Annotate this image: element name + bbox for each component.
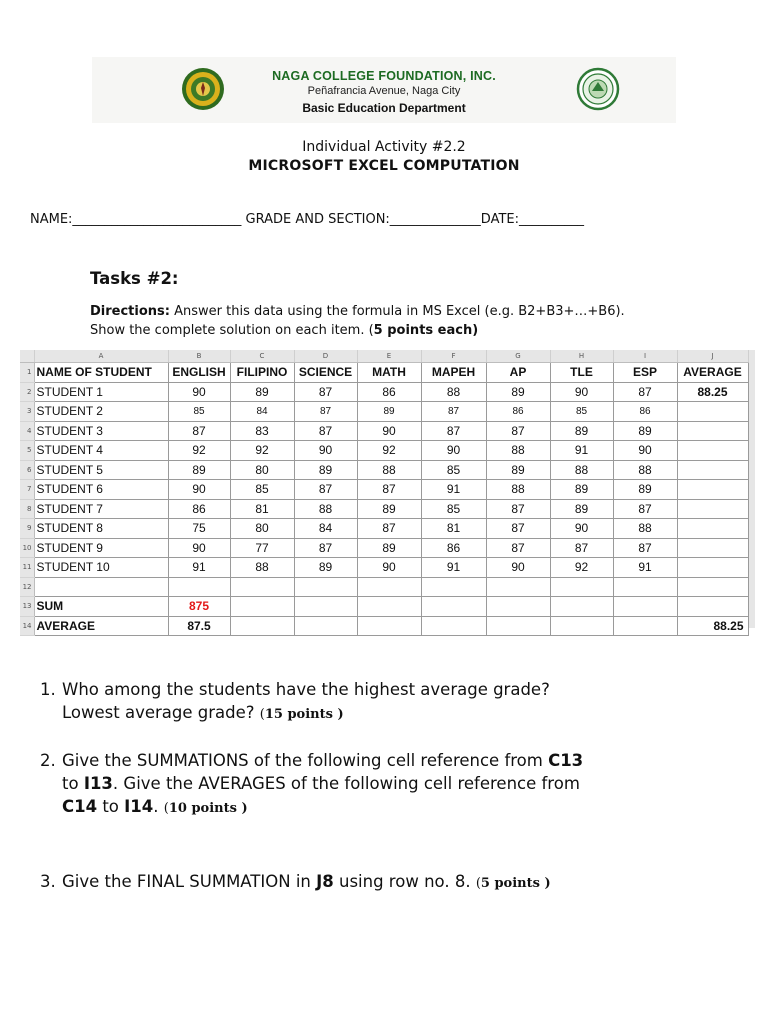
directions-close: ) (472, 323, 479, 338)
column-letter[interactable]: B (168, 350, 230, 363)
grade-cell[interactable]: 89 (357, 499, 421, 519)
sum-label-cell[interactable]: SUM (34, 597, 168, 617)
grade-cell[interactable]: 87 (294, 382, 357, 402)
grade-cell[interactable] (677, 480, 748, 500)
grade-cell[interactable]: 80 (230, 519, 294, 539)
grade-cell[interactable]: 91 (613, 558, 677, 578)
grade-cell[interactable]: 80 (230, 460, 294, 480)
empty-cell[interactable] (613, 616, 677, 636)
grade-cell[interactable]: 91 (421, 480, 486, 500)
grades-table (20, 350, 749, 636)
grade-cell[interactable]: 87 (550, 538, 613, 558)
student-info-line[interactable]: NAME:__________________________ GRADE AND SECTION:______________DATE:__________ (30, 212, 585, 227)
grade-cell[interactable]: 89 (294, 460, 357, 480)
grade-cell[interactable]: 85 (550, 402, 613, 422)
grade-cell[interactable]: 90 (294, 441, 357, 461)
question-number: 1. (40, 680, 56, 699)
grade-cell[interactable]: 87 (294, 480, 357, 500)
grade-cell[interactable]: 89 (550, 499, 613, 519)
table-row (20, 538, 748, 558)
row-number[interactable]: 12 (20, 577, 34, 597)
column-letter[interactable]: D (294, 350, 357, 363)
grade-cell[interactable]: 84 (294, 519, 357, 539)
school-name: NAGA COLLEGE FOUNDATION, INC. (272, 69, 496, 83)
question-1 (40, 678, 740, 726)
grade-cell[interactable]: 92 (168, 441, 230, 461)
empty-cell[interactable] (230, 616, 294, 636)
row-number[interactable]: 6 (20, 460, 34, 480)
column-letter[interactable]: F (421, 350, 486, 363)
empty-cell[interactable] (550, 597, 613, 617)
empty-cell[interactable] (294, 577, 357, 597)
grade-cell[interactable]: 91 (421, 558, 486, 578)
grade-cell[interactable]: 87 (357, 480, 421, 500)
grade-cell[interactable] (677, 441, 748, 461)
cell-reference: C14 (62, 797, 98, 816)
grade-cell[interactable] (677, 402, 748, 422)
grade-cell[interactable]: 87 (486, 421, 550, 441)
grade-cell[interactable]: 91 (168, 558, 230, 578)
student-name-cell[interactable]: STUDENT 4 (34, 441, 168, 461)
row-number[interactable]: 2 (20, 382, 34, 402)
grade-cell[interactable]: 90 (550, 519, 613, 539)
grade-cell[interactable]: 88 (230, 558, 294, 578)
row-number[interactable]: 11 (20, 558, 34, 578)
row-number[interactable]: 10 (20, 538, 34, 558)
grade-cell[interactable]: 75 (168, 519, 230, 539)
grade-cell[interactable]: 87 (421, 421, 486, 441)
grade-cell[interactable] (677, 460, 748, 480)
grade-cell[interactable]: 85 (421, 460, 486, 480)
grade-cell[interactable]: 86 (421, 538, 486, 558)
grade-cell[interactable]: 87 (421, 402, 486, 422)
column-letter[interactable]: J (677, 350, 748, 363)
empty-cell[interactable] (486, 616, 550, 636)
column-letter[interactable]: E (357, 350, 421, 363)
activity-title: Individual Activity #2.2 (302, 139, 466, 155)
grade-cell[interactable]: 87 (294, 421, 357, 441)
grade-cell[interactable]: 89 (357, 538, 421, 558)
grade-cell[interactable]: 77 (230, 538, 294, 558)
student-name-cell[interactable]: STUDENT 5 (34, 460, 168, 480)
grade-cell[interactable]: 89 (486, 460, 550, 480)
table-row (20, 499, 748, 519)
select-all-corner[interactable] (20, 350, 34, 363)
grade-cell[interactable]: 88 (357, 460, 421, 480)
empty-cell[interactable] (421, 616, 486, 636)
grade-cell[interactable]: 89 (613, 480, 677, 500)
empty-cell[interactable] (230, 597, 294, 617)
directions-line2: Show the complete solution on each item. ( (90, 323, 374, 338)
directions-points: 5 points each (373, 323, 473, 338)
cell-reference: J8 (316, 872, 334, 891)
column-letter[interactable]: A (34, 350, 168, 363)
row-number[interactable]: 13 (20, 597, 34, 617)
question-number: 3. (40, 872, 56, 891)
table-row (20, 402, 748, 422)
grade-cell[interactable]: 90 (550, 382, 613, 402)
row-number[interactable]: 1 (20, 363, 34, 383)
column-header-cell[interactable]: ESP (613, 363, 677, 383)
row-number[interactable]: 4 (20, 421, 34, 441)
grade-cell[interactable]: 87 (613, 538, 677, 558)
grade-cell[interactable]: 88 (486, 480, 550, 500)
directions-text: Answer this data using the formula in MS Excel (e.g. B2+B3+…+B6). (169, 304, 625, 319)
student-name-cell[interactable]: STUDENT 10 (34, 558, 168, 578)
table-row (20, 597, 748, 617)
grade-cell[interactable]: 88.25 (677, 382, 748, 402)
empty-cell[interactable] (677, 597, 748, 617)
column-header-cell[interactable]: ENGLISH (168, 363, 230, 383)
grade-cell[interactable]: 86 (486, 402, 550, 422)
student-name-cell[interactable]: STUDENT 3 (34, 421, 168, 441)
grade-cell[interactable] (677, 519, 748, 539)
grade-cell[interactable]: 88 (550, 460, 613, 480)
row-number[interactable]: 9 (20, 519, 34, 539)
student-name-cell[interactable]: STUDENT 6 (34, 480, 168, 500)
empty-cell[interactable] (34, 577, 168, 597)
row-number[interactable]: 14 (20, 616, 34, 636)
row-number[interactable]: 8 (20, 499, 34, 519)
question-2 (40, 749, 740, 820)
table-row (20, 382, 748, 402)
grade-cell[interactable]: 90 (486, 558, 550, 578)
table-row (20, 519, 748, 539)
grade-cell[interactable]: 85 (168, 402, 230, 422)
table-row (20, 558, 748, 578)
grade-cell[interactable]: 87 (168, 421, 230, 441)
row-number[interactable]: 7 (20, 480, 34, 500)
grade-cell[interactable] (677, 538, 748, 558)
grade-cell[interactable]: 91 (550, 441, 613, 461)
question-text: to (62, 774, 84, 793)
grade-cell[interactable]: 89 (230, 382, 294, 402)
grade-cell[interactable]: 89 (613, 421, 677, 441)
empty-cell[interactable] (550, 616, 613, 636)
excel-spreadsheet (20, 350, 755, 633)
student-name-cell[interactable]: STUDENT 2 (34, 402, 168, 422)
grade-cell[interactable]: 90 (168, 480, 230, 500)
table-row (20, 421, 748, 441)
sum-value-cell[interactable]: 875 (168, 597, 230, 617)
column-header-cell[interactable]: SCIENCE (294, 363, 357, 383)
grade-cell[interactable]: 88 (294, 499, 357, 519)
question-text: Lowest average grade? (62, 703, 260, 722)
grade-cell[interactable]: 88 (613, 519, 677, 539)
grade-cell[interactable] (677, 421, 748, 441)
grade-cell[interactable]: 90 (421, 441, 486, 461)
empty-cell[interactable] (421, 577, 486, 597)
column-header-cell[interactable]: NAME OF STUDENT (34, 363, 168, 383)
empty-cell[interactable] (421, 597, 486, 617)
table-row (20, 480, 748, 500)
grade-cell[interactable]: 92 (550, 558, 613, 578)
department-seal-icon (576, 67, 620, 111)
empty-cell[interactable] (357, 597, 421, 617)
question-points: (5 points ) (475, 876, 551, 891)
grade-cell[interactable]: 87 (294, 402, 357, 422)
column-letter[interactable]: I (613, 350, 677, 363)
question-points: (10 points ) (163, 801, 248, 816)
question-text: Who among the students have the highest average grade? (62, 680, 550, 699)
grade-cell[interactable]: 90 (613, 441, 677, 461)
row-number[interactable]: 5 (20, 441, 34, 461)
average-value-cell[interactable]: 87.5 (168, 616, 230, 636)
question-text: . (153, 797, 164, 816)
grade-cell[interactable]: 87 (613, 382, 677, 402)
question-text: using row no. 8. (333, 872, 476, 891)
grade-cell[interactable]: 88 (421, 382, 486, 402)
grade-cell[interactable]: 88 (486, 441, 550, 461)
activity-subtitle: MICROSOFT EXCEL COMPUTATION (248, 158, 520, 174)
grade-cell[interactable]: 86 (168, 499, 230, 519)
question-text: to (97, 797, 125, 816)
table-row (20, 363, 748, 383)
grade-cell[interactable]: 89 (550, 421, 613, 441)
grade-cell[interactable]: 89 (294, 558, 357, 578)
question-points: (15 points ) (259, 707, 344, 722)
grade-cell[interactable]: 83 (230, 421, 294, 441)
student-name-cell[interactable]: STUDENT 9 (34, 538, 168, 558)
grade-cell[interactable]: 81 (421, 519, 486, 539)
grade-cell[interactable]: 90 (357, 558, 421, 578)
question-3 (40, 870, 740, 895)
empty-cell[interactable] (550, 577, 613, 597)
table-row (20, 441, 748, 461)
question-text: Give the SUMMATIONS of the following cell reference from (62, 751, 549, 770)
school-header (92, 57, 676, 123)
empty-cell[interactable] (613, 577, 677, 597)
grade-cell[interactable]: 92 (230, 441, 294, 461)
cell-reference: C13 (548, 751, 584, 770)
column-letter[interactable]: G (486, 350, 550, 363)
empty-cell[interactable] (613, 597, 677, 617)
empty-cell[interactable] (294, 616, 357, 636)
department-name: Basic Education Department (302, 101, 466, 115)
table-row (20, 616, 748, 636)
grade-cell[interactable]: 81 (230, 499, 294, 519)
directions-label: Directions: (90, 304, 170, 319)
grade-cell[interactable]: 87 (357, 519, 421, 539)
empty-cell[interactable] (294, 597, 357, 617)
empty-cell[interactable] (677, 577, 748, 597)
grade-cell[interactable]: 89 (168, 460, 230, 480)
grade-cell[interactable]: 86 (357, 382, 421, 402)
column-header-cell[interactable]: FILIPINO (230, 363, 294, 383)
grade-cell[interactable]: 89 (357, 402, 421, 422)
cell-reference: I13 (83, 774, 113, 793)
empty-cell[interactable] (357, 577, 421, 597)
grade-cell[interactable]: 87 (294, 538, 357, 558)
column-header-cell[interactable]: MAPEH (421, 363, 486, 383)
table-row (20, 577, 748, 597)
school-address: Peñafrancia Avenue, Naga City (307, 85, 461, 97)
empty-cell[interactable] (168, 577, 230, 597)
column-header-cell[interactable]: TLE (550, 363, 613, 383)
student-name-cell[interactable]: STUDENT 7 (34, 499, 168, 519)
empty-cell[interactable] (357, 616, 421, 636)
question-text: . Give the AVERAGES of the following cell reference from (112, 774, 580, 793)
grade-cell[interactable]: 89 (486, 382, 550, 402)
student-name-cell[interactable]: STUDENT 1 (34, 382, 168, 402)
empty-cell[interactable] (486, 577, 550, 597)
column-letter[interactable]: C (230, 350, 294, 363)
grade-cell[interactable]: 85 (421, 499, 486, 519)
row-number[interactable]: 3 (20, 402, 34, 422)
grade-cell[interactable]: 87 (486, 519, 550, 539)
average-total-cell[interactable]: 88.25 (677, 616, 748, 636)
directions (90, 302, 710, 340)
column-header-cell[interactable]: MATH (357, 363, 421, 383)
column-letter[interactable]: H (550, 350, 613, 363)
grade-cell[interactable]: 87 (486, 499, 550, 519)
grade-cell[interactable]: 92 (357, 441, 421, 461)
grade-cell[interactable]: 85 (230, 480, 294, 500)
cell-reference: I14 (124, 797, 154, 816)
grade-cell[interactable]: 90 (357, 421, 421, 441)
empty-cell[interactable] (230, 577, 294, 597)
grade-cell[interactable]: 89 (550, 480, 613, 500)
column-header-cell[interactable]: AP (486, 363, 550, 383)
column-header-cell[interactable]: AVERAGE (677, 363, 748, 383)
grade-cell[interactable]: 87 (613, 499, 677, 519)
grade-cell[interactable]: 86 (613, 402, 677, 422)
average-label-cell[interactable]: AVERAGE (34, 616, 168, 636)
grade-cell[interactable]: 90 (168, 538, 230, 558)
grade-cell[interactable]: 84 (230, 402, 294, 422)
tasks-heading: Tasks #2: (90, 269, 179, 288)
table-row (20, 460, 748, 480)
grade-cell[interactable]: 90 (168, 382, 230, 402)
grade-cell[interactable] (677, 499, 748, 519)
grade-cell[interactable] (677, 558, 748, 578)
column-header-row (20, 350, 748, 363)
question-text: Give the FINAL SUMMATION in (62, 872, 317, 891)
grade-cell[interactable]: 87 (486, 538, 550, 558)
student-name-cell[interactable]: STUDENT 8 (34, 519, 168, 539)
empty-cell[interactable] (486, 597, 550, 617)
grade-cell[interactable]: 88 (613, 460, 677, 480)
question-number: 2. (40, 751, 56, 770)
